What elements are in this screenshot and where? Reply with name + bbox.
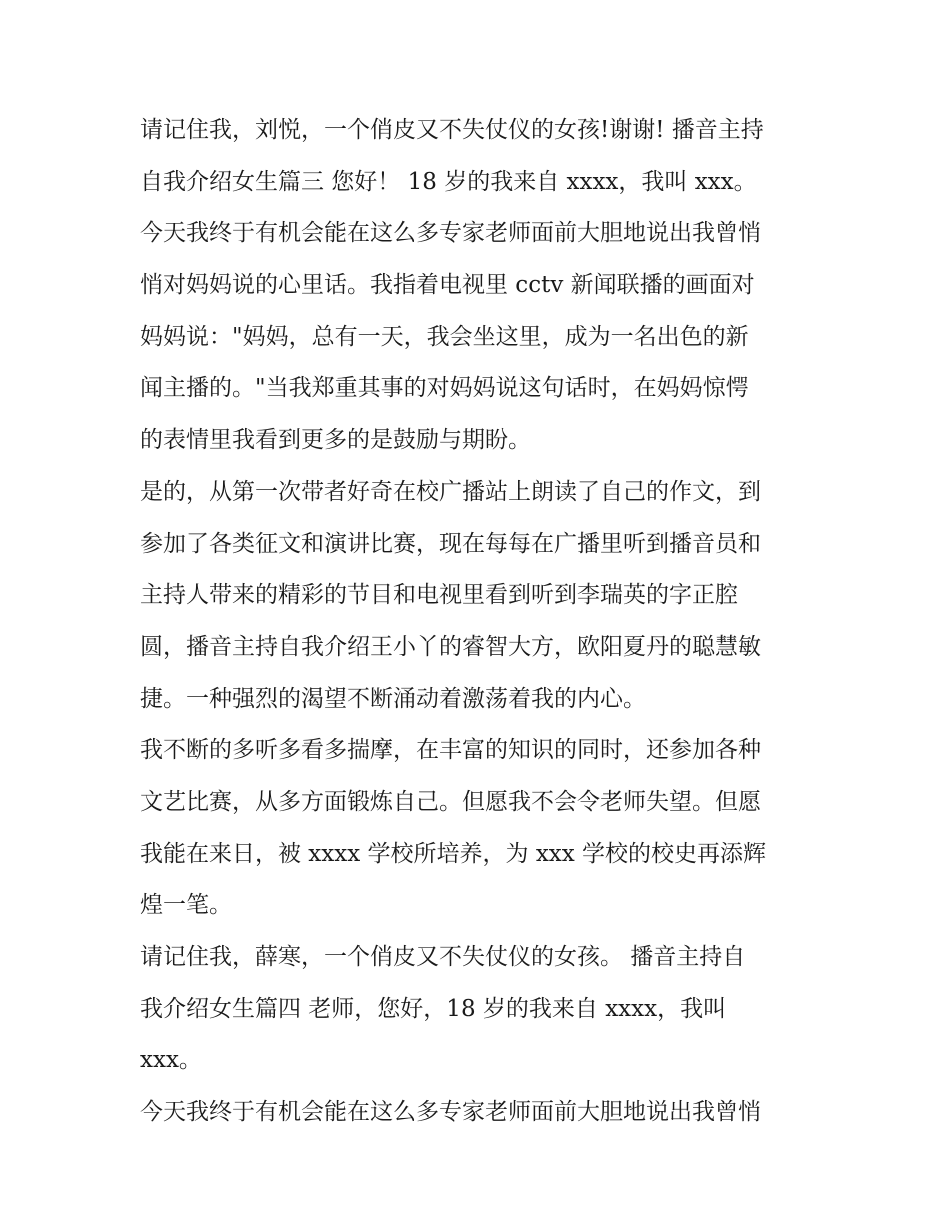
text-line: 我介绍女生篇四 老师，您好，18 岁的我来自 xxxx，我叫 [140,995,727,1022]
text-line: 我不断的多听多看多揣摩，在丰富的知识的同时，还参加各种 [140,737,761,764]
text-line: 圆，播音主持自我介绍王小丫的睿智大方，欧阳夏丹的聪慧敏 [140,633,761,660]
text-line: 文艺比赛，从多方面锻炼自己。但愿我不会令老师失望。但愿 [140,788,761,815]
text-line: 参加了各类征文和演讲比赛，现在每每在广播里听到播音员和 [140,530,761,557]
text-line: 煌一笔。 [140,892,232,919]
text-line: 闻主播的。"当我郑重其事的对妈妈说这句话时，在妈妈惊愕 [140,375,749,402]
text-line: 请记住我，薛寒，一个俏皮又不失仗仪的女孩。 播音主持自 [140,944,746,970]
text-line: 是的，从第一次带者好奇在校广播站上朗读了自己的作文，到 [140,478,761,505]
text-line: 今天我终于有机会能在这么多专家老师面前大胆地说出我曾悄 [140,1099,761,1126]
text-line: 主持人带来的精彩的节目和电视里看到听到李瑞英的字正腔 [140,582,738,609]
document-body [140,105,820,1139]
text-line: 的表情里我看到更多的是鼓励与期盼。 [140,427,531,454]
text-line: 今天我终于有机会能在这么多专家老师面前大胆地说出我曾悄 [140,220,761,247]
text-line: xxx。 [140,1047,202,1074]
text-line: 捷。一种强烈的渴望不断涌动着激荡着我的内心。 [140,685,646,712]
text-line: 悄对妈妈说的心里话。我指着电视里 cctv 新闻联播的画面对 [140,272,755,299]
text-line: 妈妈说："妈妈，总有一天，我会坐这里，成为一名出色的新 [140,323,749,350]
text-line: 请记住我，刘悦，一个俏皮又不失仗仪的女孩!谢谢! 播音主持 [140,117,764,143]
text-line: 我能在来日，被 xxxx 学校所培养，为 xxx 学校的校史再添辉 [140,840,767,867]
text-line: 自我介绍女生篇三 您好！ 18 岁的我来自 xxxx，我叫 xxx。 [140,168,757,195]
